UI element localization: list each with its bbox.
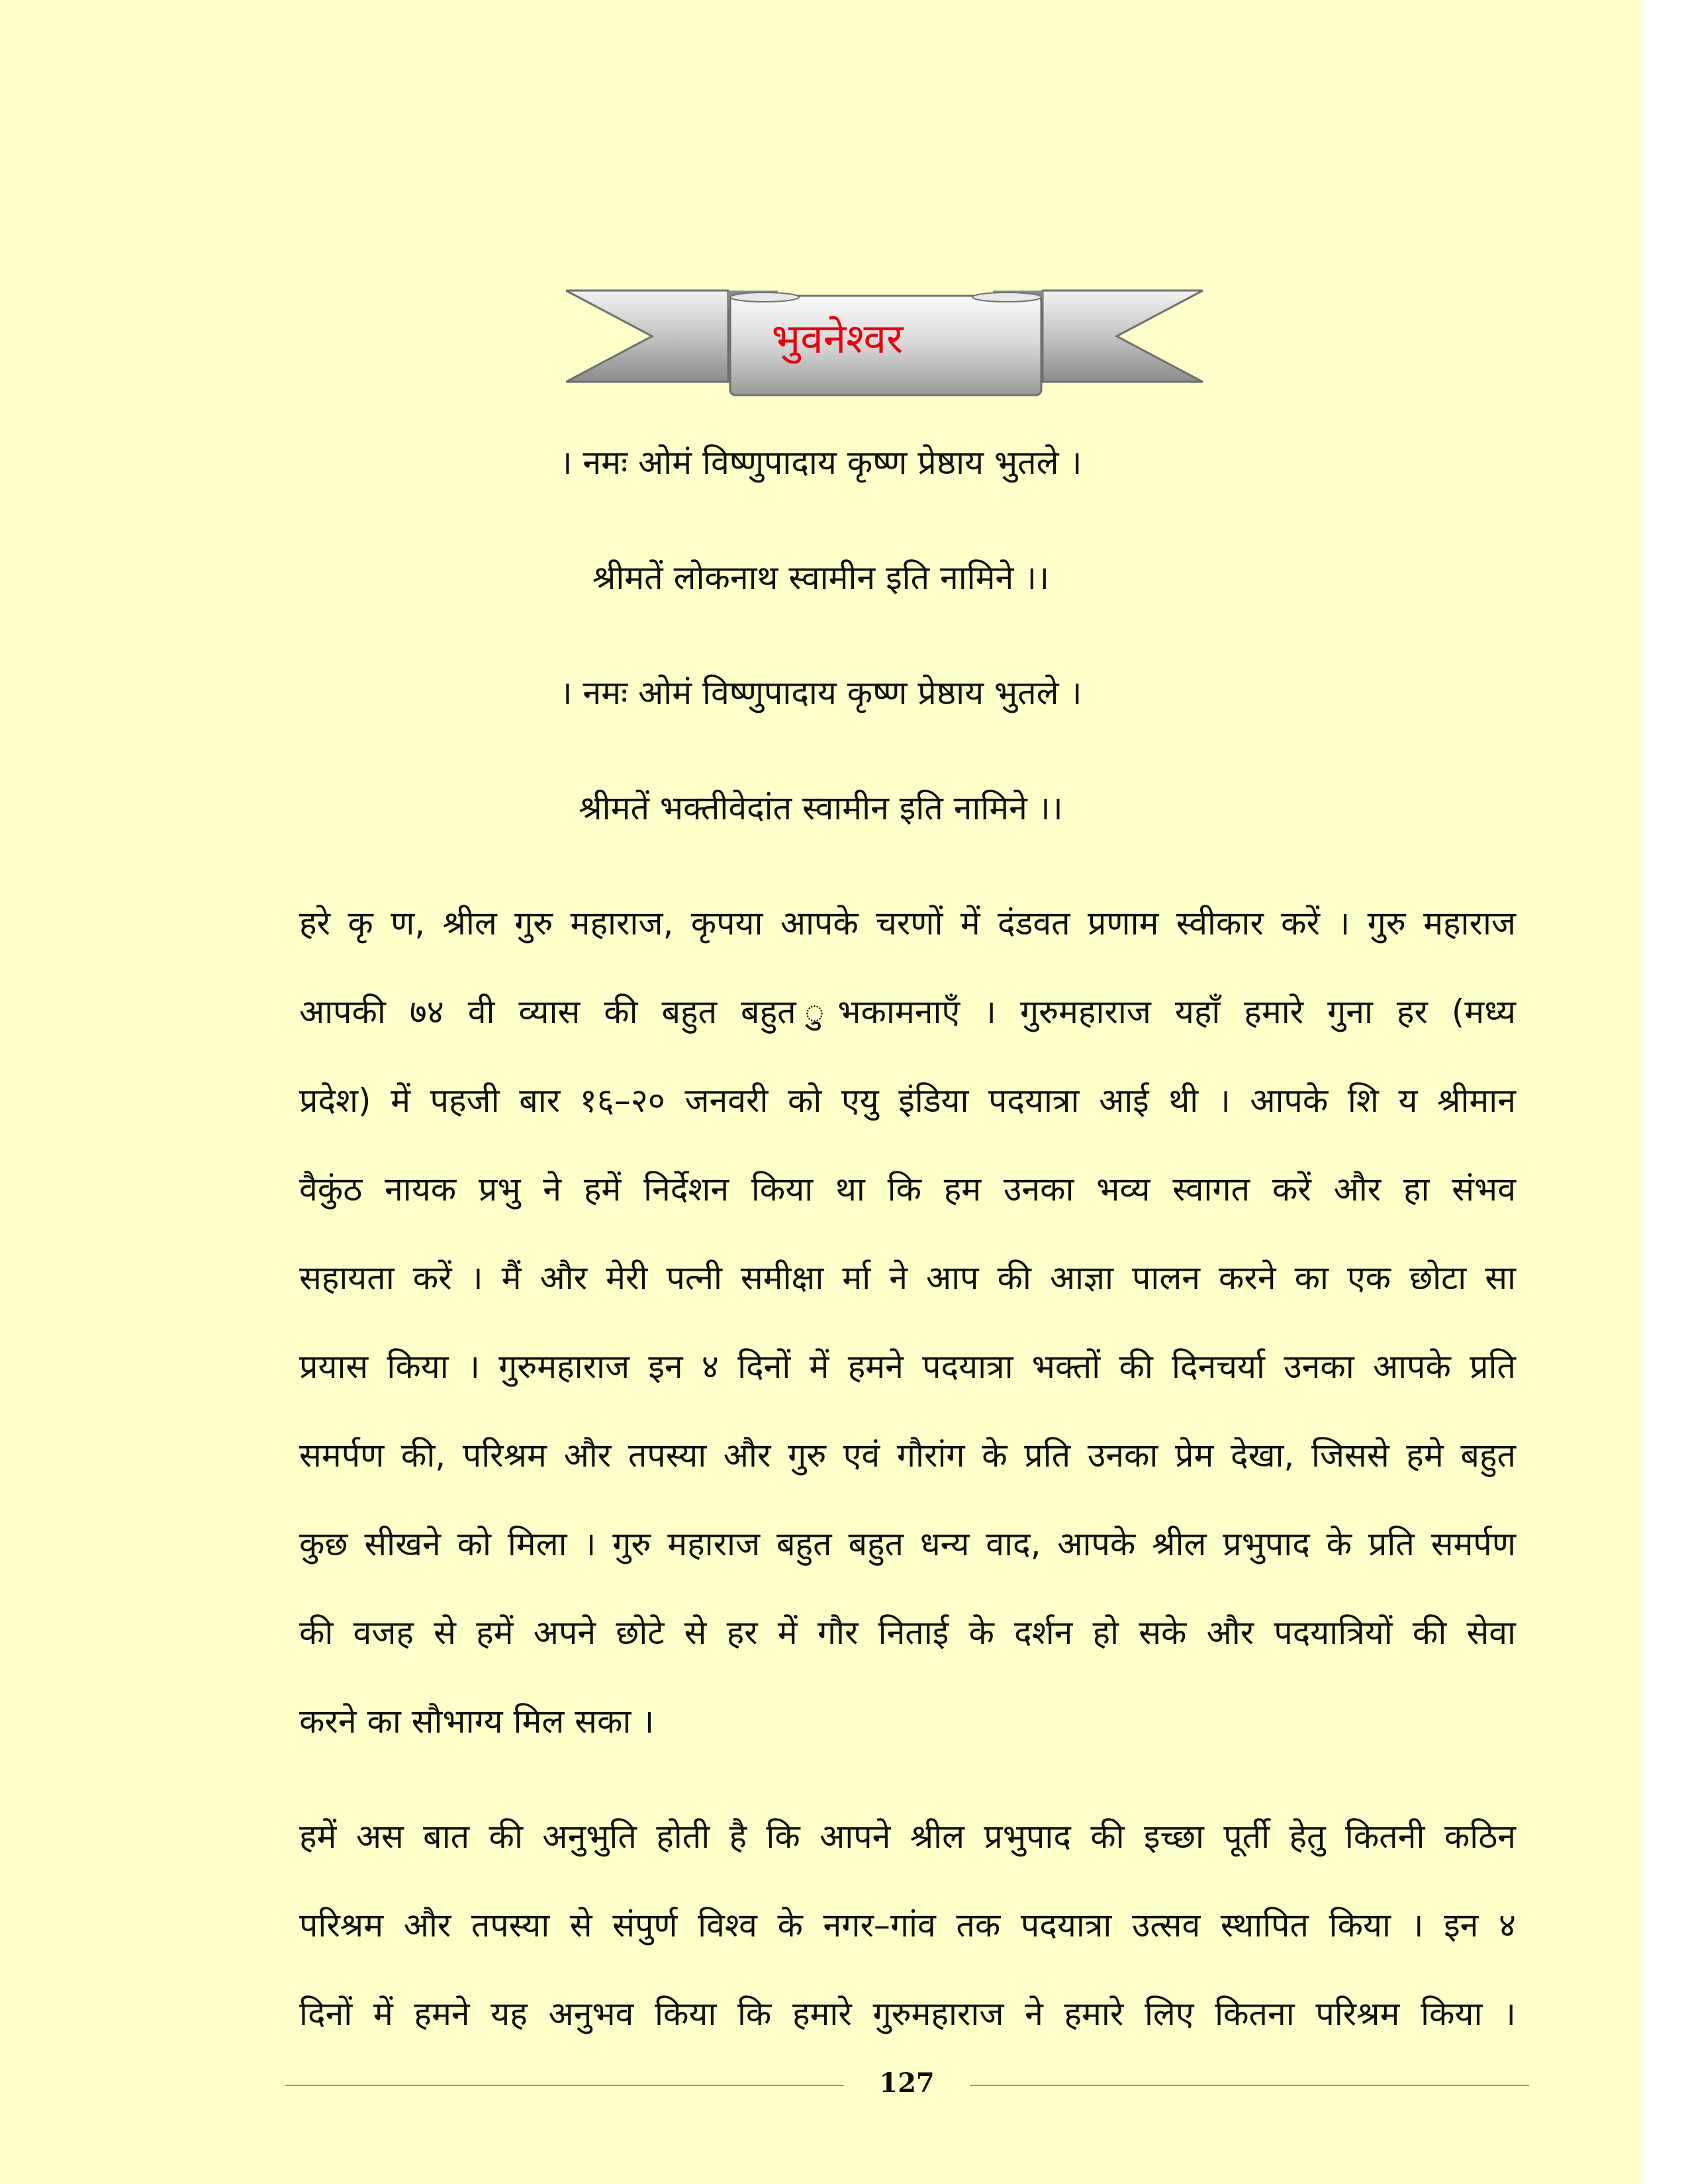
invocation-verse-3: । नमः ओमं विष्णुपादाय कृष्ण प्रेष्ठाय भुतले ।	[559, 674, 1082, 712]
paragraph-line: आपकी ७४ वी व्यास की बहुत बहुत ुभकामनाएँ । गुरुमहाराज यहाँ हमारे गुना हर (मध्य	[299, 993, 1516, 1031]
paragraph-line: परिश्रम और तपस्या से संपुर्ण विश्व के नगर–गांव तक पदयात्रा उत्सव स्थापित किया । इन ४	[299, 1906, 1516, 1944]
paragraph-line: की वजह से हमें अपने छोटे से हर में गौर निताई के दर्शन हो सके और पदयात्रियों की सेवा	[299, 1614, 1516, 1652]
paragraph-line: प्रदेश) में पहजी बार १६–२० जनवरी को एयु इंडिया पदयात्रा आई थी । आपके शि य श्रीमान	[299, 1081, 1516, 1120]
footer-rule-left	[285, 2085, 844, 2086]
title-banner	[566, 281, 1205, 414]
invocation-verse-2: श्रीमतें लोकनाथ स्वामीन इति नामिने ।।	[592, 559, 1050, 597]
paragraph-line: हरे कृ ण, श्रील गुरु महाराज, कृपया आपके चरणों में दंडवत प्रणाम स्वीकार करें । गुरु महाराज	[299, 904, 1516, 942]
paragraph-line: समर्पण की, परिश्रम और तपस्या और गुरु एवं गौरांग के प्रति उनका प्रेम देखा, जिससे हमे बहुत	[299, 1436, 1516, 1475]
page-margin	[1642, 0, 1688, 2184]
paragraph-line: सहायता करें । मैं और मेरी पत्नी समीक्षा र्मा ने आप की आज्ञा पालन करने का एक छोटा सा	[299, 1259, 1516, 1297]
paragraph-line: दिनों में हमने यह अनुभव किया कि हमारे गुरुमहाराज ने हमारे लिए कितना परिश्रम किया ।	[299, 1995, 1516, 2033]
invocation-verse-1: । नमः ओमं विष्णुपादाय कृष्ण प्रेष्ठाय भुतले ।	[559, 443, 1082, 482]
paragraph-line: प्रयास किया । गुरुमहाराज इन ४ दिनों में हमने पदयात्रा भक्तों की दिनचर्या उनका आपके प्रति	[299, 1347, 1516, 1386]
paragraph-line: करने का सौभाग्य मिल सका ।	[299, 1702, 655, 1741]
footer-rule-right	[970, 2085, 1529, 2086]
paragraph-line: कुछ सीखने को मिला । गुरु महाराज बहुत बहुत धन्य वाद, आपके श्रील प्रभुपाद के प्रति समर्पण	[299, 1525, 1516, 1563]
banner-title: भुवनेश्वर	[771, 314, 904, 363]
paragraph-line: वैकुंठ नायक प्रभु ने हमें निर्देशन किया था कि हम उनका भव्य स्वागत करें और हा संभव	[299, 1170, 1516, 1208]
paragraph-line: हमें अस बात की अनुभुति होती है कि आपने श्रील प्रभुपाद की इच्छा पूर्ती हेतु कितनी कठिन	[299, 1817, 1516, 1856]
invocation-verse-4: श्रीमतें भक्तीवेदांत स्वामीन इति नामिने ।।	[579, 789, 1063, 827]
page-number: 127	[879, 2068, 935, 2099]
